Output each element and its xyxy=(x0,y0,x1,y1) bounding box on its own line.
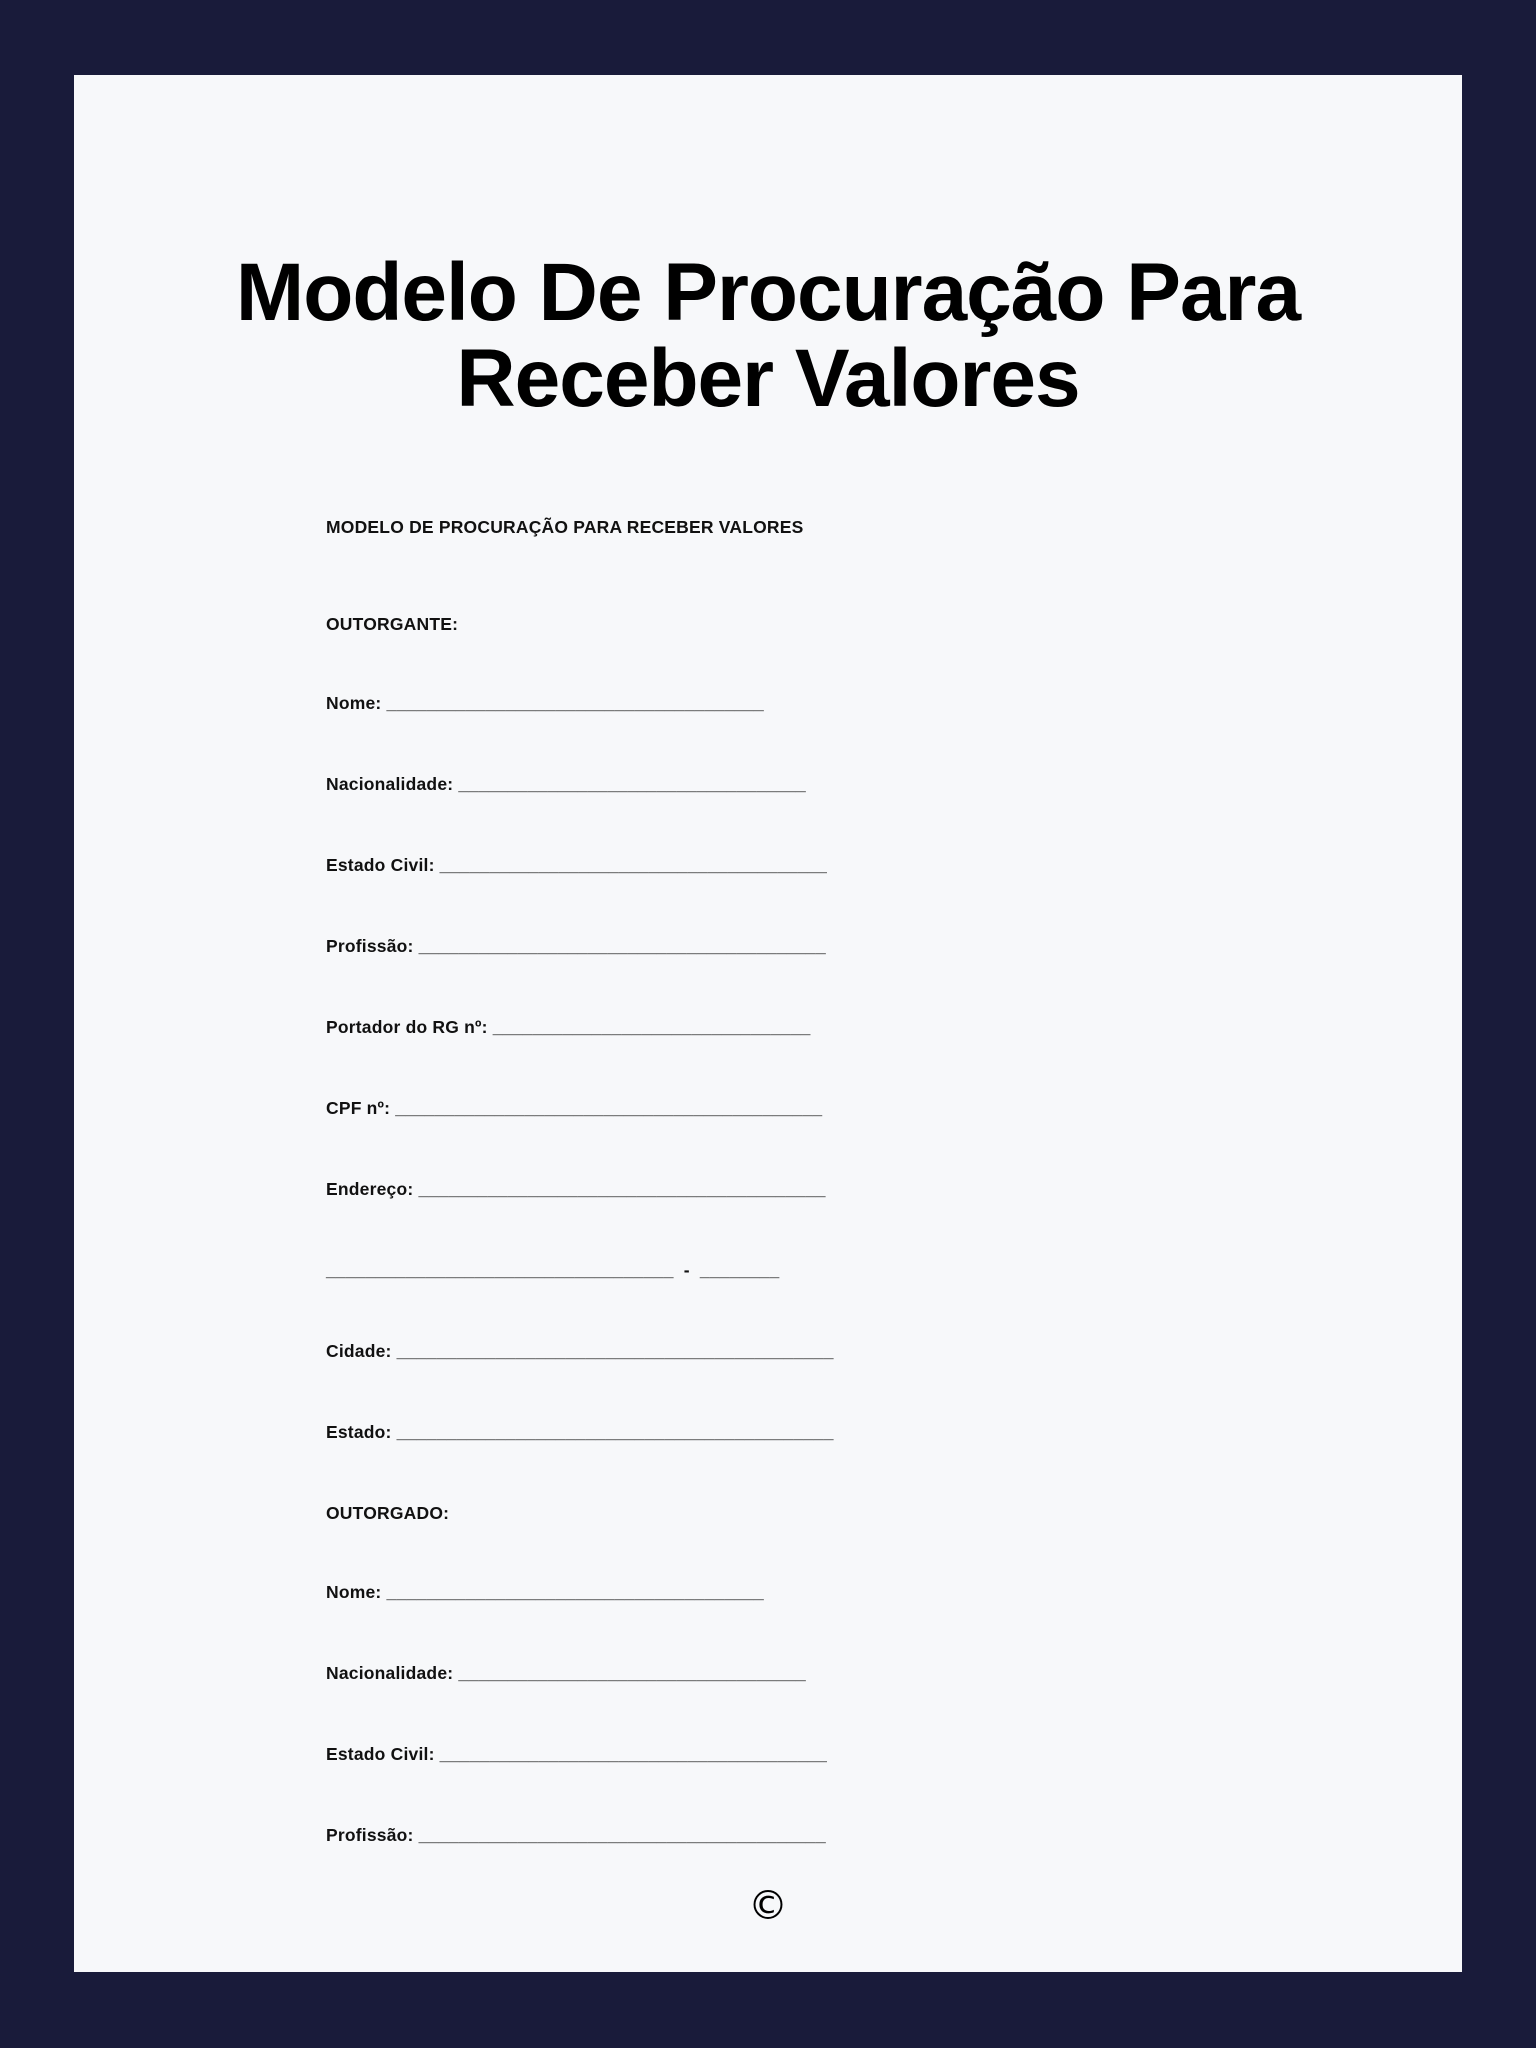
field-outorgante-endereco: Endereço: _________________________________________ xyxy=(326,1179,826,1200)
field-outorgado-profissao: Profissão: _________________________________________ xyxy=(326,1825,826,1846)
field-outorgado-estado-civil: Estado Civil: _______________________________________ xyxy=(326,1744,828,1765)
section-label-outorgante: OUTORGANTE: xyxy=(326,614,459,635)
field-outorgante-nome: Nome: ______________________________________ xyxy=(326,693,764,714)
field-outorgante-rg: Portador do RG nº: ________________________________ xyxy=(326,1017,811,1038)
field-outorgante-cidade: Cidade: ____________________________________________ xyxy=(326,1341,834,1362)
document-body xyxy=(74,517,1462,1846)
document-page xyxy=(74,75,1462,1972)
copyright-icon: © xyxy=(748,1883,788,1929)
field-outorgado-nome: Nome: ______________________________________ xyxy=(326,1582,764,1603)
field-outorgado-nacionalidade: Nacionalidade: ___________________________________ xyxy=(326,1663,806,1684)
field-outorgante-nacionalidade: Nacionalidade: ___________________________________ xyxy=(326,774,806,795)
field-outorgante-cpf: CPF nº: ___________________________________________ xyxy=(326,1098,823,1119)
field-outorgante-profissao: Profissão: _________________________________________ xyxy=(326,936,826,957)
field-outorgante-estado: Estado: ____________________________________________ xyxy=(326,1422,834,1443)
page-title: Modelo De Procuração Para Receber Valores xyxy=(235,247,1301,425)
field-outorgante-estado-civil: Estado Civil: _______________________________________ xyxy=(326,855,828,876)
document-heading: MODELO DE PROCURAÇÃO PARA RECEBER VALORES xyxy=(326,517,804,538)
field-outorgante-endereco-continuacao: ___________________________________ - ________ xyxy=(326,1260,780,1281)
section-label-outorgado: OUTORGADO: xyxy=(326,1503,450,1524)
